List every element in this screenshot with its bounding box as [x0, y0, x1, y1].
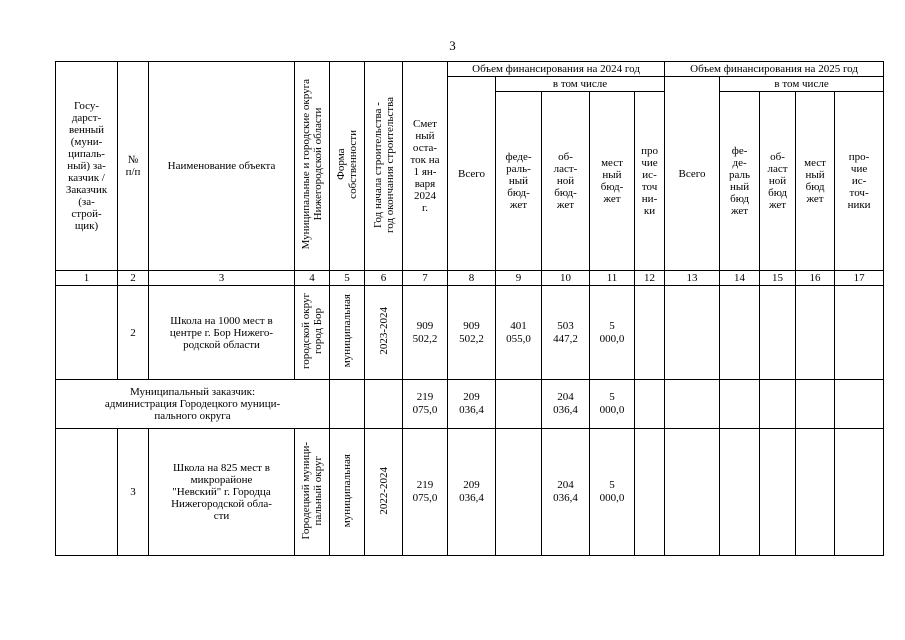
customer-cell — [56, 286, 118, 380]
header-local-2024: мест ный бюд- жет — [590, 92, 635, 271]
ownership: муниципальная — [330, 429, 365, 556]
header-local-2025: мест ный бюд жет — [796, 92, 835, 271]
regional-2025 — [760, 286, 796, 380]
header-federal-2025: фе- де- раль ный бюд жет — [720, 92, 760, 271]
column-number: 3 — [149, 271, 295, 286]
page-number: 3 — [449, 38, 456, 53]
ownership — [330, 380, 365, 429]
construction-years — [365, 380, 403, 429]
column-number: 12 — [635, 271, 665, 286]
header-regional-2025: об- ласт ной бюд жет — [760, 92, 796, 271]
regional-2025 — [760, 429, 796, 556]
header-no: № п/п — [118, 62, 149, 271]
total-2025 — [665, 380, 720, 429]
object-name: Школа на 825 мест в микрорайоне "Невский" г. Городца Нижегородской обла- сти — [149, 429, 295, 556]
local-2025 — [796, 429, 835, 556]
other-2025 — [835, 286, 884, 380]
header-other-2025: про- чие ис- точ- ники — [835, 92, 884, 271]
row-number: 2 — [118, 286, 149, 380]
column-number: 10 — [542, 271, 590, 286]
column-number: 9 — [496, 271, 542, 286]
row-number: 3 — [118, 429, 149, 556]
header-row-funding — [56, 62, 884, 77]
financing-table — [55, 61, 884, 556]
header-ownership: Форма собственности — [330, 62, 365, 271]
regional-2024: 204 036,4 — [542, 429, 590, 556]
other-2025 — [835, 380, 884, 429]
header-total-2025: Всего — [665, 77, 720, 271]
federal-2025 — [720, 429, 760, 556]
local-2024: 5 000,0 — [590, 286, 635, 380]
other-2025 — [835, 429, 884, 556]
municipality: Городецкий муници- пальный округ — [295, 429, 330, 556]
header-estimate: Смет ный оста- ток на 1 ян- варя 2024 г. — [403, 62, 448, 271]
total-2024: 909 502,2 — [448, 286, 496, 380]
object-name: Школа на 1000 мест в центре г. Бор Нижего- родской области — [149, 286, 295, 380]
regional-2024: 503 447,2 — [542, 286, 590, 380]
column-number: 17 — [835, 271, 884, 286]
header-years: Год начала строительства - год окончания строительства — [365, 62, 403, 271]
column-number: 8 — [448, 271, 496, 286]
regional-2024: 204 036,4 — [542, 380, 590, 429]
header-funding-2024: Объем финансирования на 2024 год — [448, 62, 665, 77]
column-number: 14 — [720, 271, 760, 286]
total-2024: 209 036,4 — [448, 429, 496, 556]
construction-years: 2023-2024 — [365, 286, 403, 380]
column-number: 4 — [295, 271, 330, 286]
total-2024: 209 036,4 — [448, 380, 496, 429]
table-row — [56, 429, 884, 556]
column-number: 7 — [403, 271, 448, 286]
header-federal-2024: феде- раль- ный бюд- жет — [496, 92, 542, 271]
table-row-customer — [56, 380, 884, 429]
header-other-2024: про чие ис- точ ни- ки — [635, 92, 665, 271]
local-2024: 5 000,0 — [590, 429, 635, 556]
local-2025 — [796, 286, 835, 380]
header-municipalities: Муниципальные и городские округа Нижегородской области — [295, 62, 330, 271]
federal-2024 — [496, 380, 542, 429]
municipality: городской округ город Бор — [295, 286, 330, 380]
local-2024: 5 000,0 — [590, 380, 635, 429]
header-funding-2025: Объем финансирования на 2025 год — [665, 62, 884, 77]
column-number: 5 — [330, 271, 365, 286]
header-object-name: Наименование объекта — [149, 62, 295, 271]
column-number: 15 — [760, 271, 796, 286]
column-number: 13 — [665, 271, 720, 286]
header-including-2025: в том числе — [720, 77, 884, 92]
federal-2024: 401 055,0 — [496, 286, 542, 380]
regional-2025 — [760, 380, 796, 429]
estimate-balance: 909 502,2 — [403, 286, 448, 380]
other-2024 — [635, 380, 665, 429]
column-number: 1 — [56, 271, 118, 286]
federal-2025 — [720, 286, 760, 380]
header-including-2024: в том числе — [496, 77, 665, 92]
customer-cell — [56, 429, 118, 556]
federal-2025 — [720, 380, 760, 429]
total-2025 — [665, 286, 720, 380]
total-2025 — [665, 429, 720, 556]
header-customer: Госу- дарст- венный (муни- ципаль- ный) за- казчик / Заказчик (за- строй- щик) — [56, 62, 118, 271]
table-row — [56, 286, 884, 380]
header-regional-2024: об- ласт- ной бюд- жет — [542, 92, 590, 271]
header-total-2024: Всего — [448, 77, 496, 271]
column-number: 16 — [796, 271, 835, 286]
construction-years: 2022-2024 — [365, 429, 403, 556]
estimate-balance: 219 075,0 — [403, 429, 448, 556]
ownership: муниципальная — [330, 286, 365, 380]
other-2024 — [635, 286, 665, 380]
other-2024 — [635, 429, 665, 556]
estimate-balance: 219 075,0 — [403, 380, 448, 429]
customer-label: Муниципальный заказчик: администрация Городецкого муници- пального округа — [56, 380, 330, 429]
local-2025 — [796, 380, 835, 429]
column-number: 11 — [590, 271, 635, 286]
column-number: 6 — [365, 271, 403, 286]
column-number-row — [56, 271, 884, 286]
federal-2024 — [496, 429, 542, 556]
column-number: 2 — [118, 271, 149, 286]
